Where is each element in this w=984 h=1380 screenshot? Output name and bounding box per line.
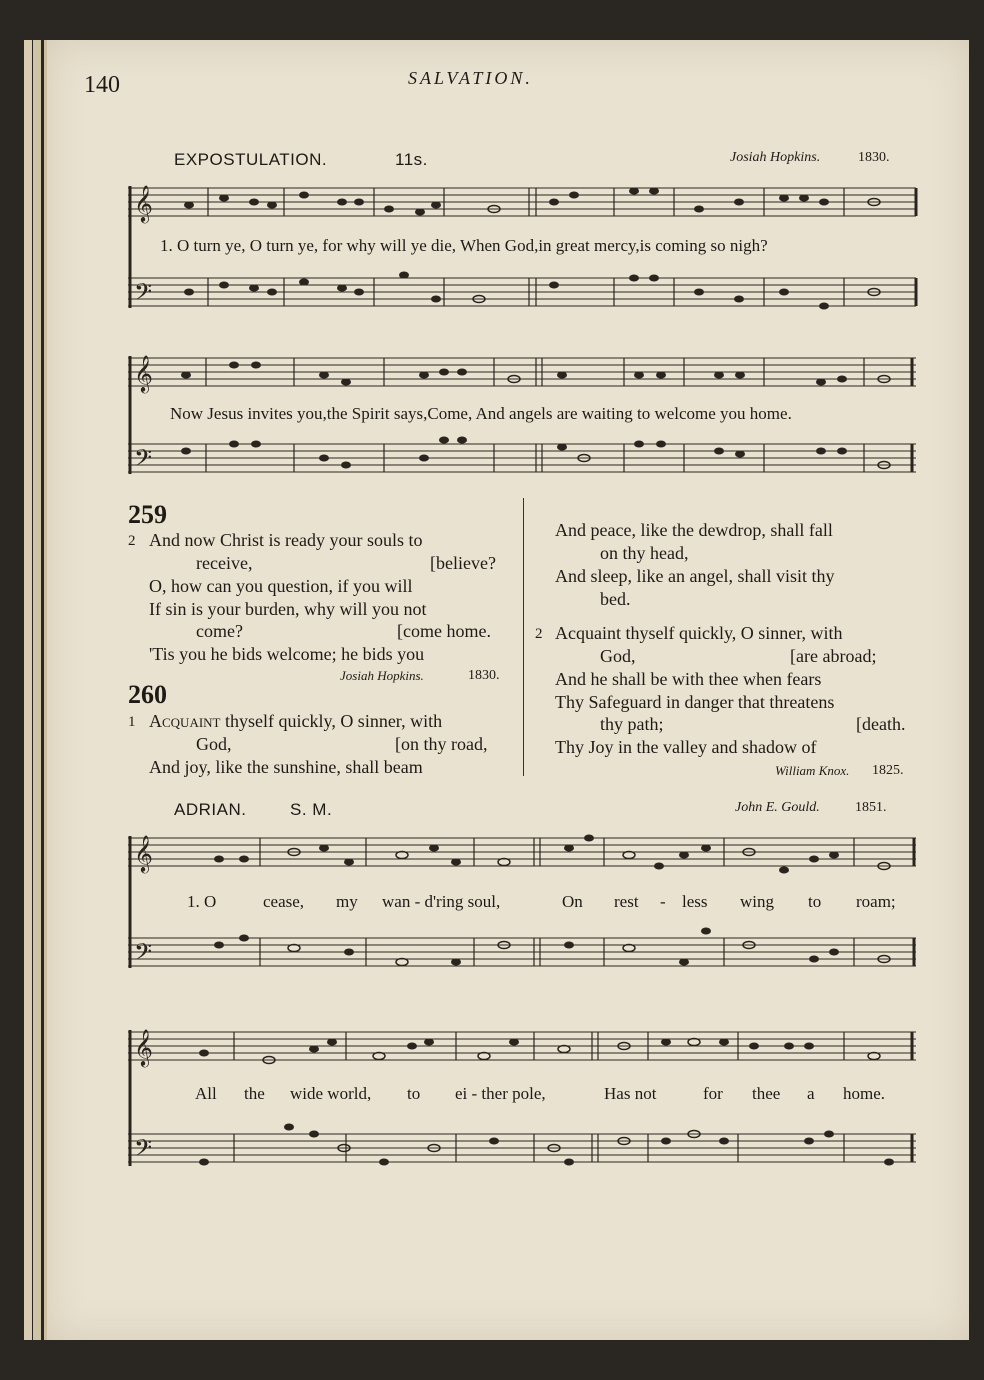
hymn-260-line: God, xyxy=(600,646,636,666)
verse-number-260-1: 1 xyxy=(128,714,136,730)
hymn-260-line: bed. xyxy=(600,589,631,609)
lyric-expostulation-line-1: 1. O turn ye, O turn ye, for why will ye die, When God,in great mercy,is coming so nigh? xyxy=(160,236,768,255)
svg-text:𝄢: 𝄢 xyxy=(134,446,153,477)
composer-expostulation: Josiah Hopkins. xyxy=(730,150,821,165)
composer-adrian: John E. Gould. xyxy=(735,800,820,815)
hymn-259-line: O, how can you question, if you will xyxy=(149,576,413,596)
lyric-adrian-word: wing xyxy=(740,892,774,911)
hymn-259-author: Josiah Hopkins. xyxy=(340,668,424,683)
hymn-number-260: 260 xyxy=(128,680,167,709)
hymn-260-line: And peace, like the dewdrop, shall fall xyxy=(555,520,833,540)
hymn-260-first-word: Acquaint xyxy=(149,711,221,731)
hymn-259-line: [come home. xyxy=(397,621,491,641)
svg-text:𝄢: 𝄢 xyxy=(134,940,153,971)
svg-text:𝄞: 𝄞 xyxy=(134,185,153,221)
hymn-259-line: 'Tis you he bids welcome; he bids you xyxy=(149,644,425,664)
hymn-260-line: [on thy road, xyxy=(395,734,488,754)
hymn-260-line: God, xyxy=(196,734,232,754)
hymn-260-line: on thy head, xyxy=(600,543,689,563)
tune-title-adrian: ADRIAN. xyxy=(174,800,247,819)
svg-text:𝄞: 𝄞 xyxy=(134,835,153,871)
hymn-260-line: Thy Safeguard in danger that threatens xyxy=(555,692,835,712)
hymn-260-line-rest: thyself quickly, O sinner, with xyxy=(225,711,443,731)
hymn-260-line: And sleep, like an angel, shall visit thy xyxy=(555,566,835,586)
lyric-adrian-word: wide world, xyxy=(290,1084,372,1103)
hymn-260-author: William Knox. xyxy=(775,763,850,778)
lyric-adrian-word: ei - ther pole, xyxy=(455,1084,546,1103)
hymn-259-line: come? xyxy=(196,621,243,641)
lyric-adrian-word: a xyxy=(807,1084,815,1103)
lyric-adrian-word: my xyxy=(336,892,358,911)
svg-text:𝄞: 𝄞 xyxy=(134,1029,153,1065)
lyric-adrian-word: On xyxy=(562,892,583,911)
verse-number-260-2: 2 xyxy=(535,626,543,642)
lyric-adrian-word: wan - d'ring soul, xyxy=(382,892,501,911)
hymn-259-year: 1830. xyxy=(468,668,500,683)
hymn-260-year: 1825. xyxy=(872,763,904,778)
hymn-259-line: receive, xyxy=(196,553,253,573)
svg-text:𝄞: 𝄞 xyxy=(134,355,153,391)
lyric-adrian-word: 1. O xyxy=(187,892,217,911)
running-head: SALVATION. xyxy=(408,68,533,88)
column-divider xyxy=(523,498,524,776)
lyric-adrian-word: the xyxy=(244,1084,265,1103)
hymn-259-line: And now Christ is ready your souls to xyxy=(149,530,423,550)
year-adrian: 1851. xyxy=(855,800,887,815)
lyric-adrian-word: cease, xyxy=(263,892,305,911)
lyric-adrian-word: less xyxy=(682,892,708,911)
year-expostulation: 1830. xyxy=(858,150,890,165)
page-number: 140 xyxy=(84,72,120,98)
hymn-260-line: And joy, like the sunshine, shall beam xyxy=(149,757,423,777)
lyric-adrian-word: home. xyxy=(843,1084,886,1103)
hymn-260-line: thy path; xyxy=(600,714,664,734)
lyric-adrian-word: for xyxy=(703,1084,723,1103)
hymn-260-line xyxy=(149,710,442,733)
tune-meter-adrian: S. M. xyxy=(290,800,333,819)
lyric-adrian-word: rest xyxy=(614,892,639,911)
hymn-260-line: And he shall be with thee when fears xyxy=(555,669,822,689)
lyric-adrian-word: to xyxy=(407,1084,421,1103)
hymn-259-line: [believe? xyxy=(430,553,496,573)
verse-number-259-2: 2 xyxy=(128,533,136,549)
hymn-260-line: [are abroad; xyxy=(790,646,877,666)
hymn-259-line: If sin is your burden, why will you not xyxy=(149,599,427,619)
svg-text:𝄢: 𝄢 xyxy=(134,280,153,311)
lyric-adrian-word: Has not xyxy=(604,1084,657,1103)
lyric-adrian-word: All xyxy=(195,1084,217,1103)
hymn-260-line: [death. xyxy=(856,714,906,734)
tune-meter-expostulation: 11s. xyxy=(395,150,428,169)
lyric-adrian-word: to xyxy=(808,892,822,911)
hymn-260-line: Thy Joy in the valley and shadow of xyxy=(555,737,817,757)
svg-text:𝄢: 𝄢 xyxy=(134,1136,153,1167)
hymn-number-259: 259 xyxy=(128,500,167,529)
lyric-expostulation-line-2: Now Jesus invites you,the Spirit says,Come, And angels are waiting to welcome you home. xyxy=(170,404,792,423)
hymn-260-line: Acquaint thyself quickly, O sinner, with xyxy=(555,623,843,643)
lyric-adrian-word: roam; xyxy=(856,892,896,911)
lyric-adrian-word: - xyxy=(660,892,666,911)
tune-title-expostulation: EXPOSTULATION. xyxy=(174,150,328,169)
lyric-adrian-word: thee xyxy=(752,1084,781,1103)
